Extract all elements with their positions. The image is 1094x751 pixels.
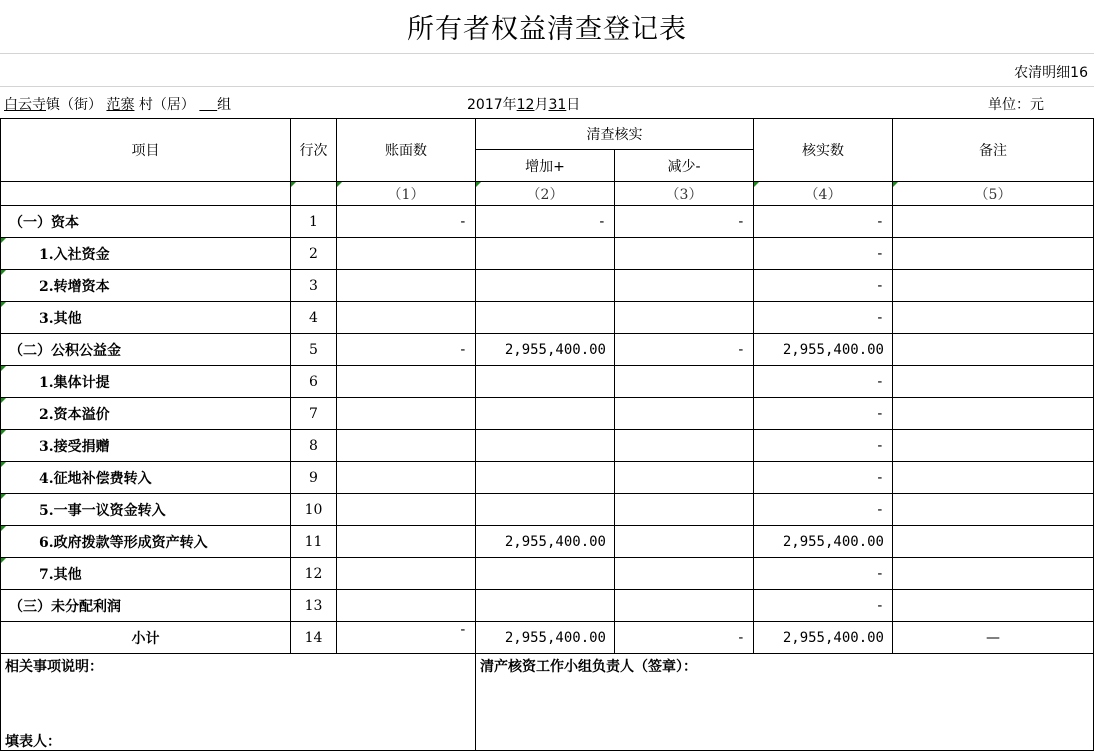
- row-book[interactable]: [337, 366, 476, 398]
- meta-row: [0, 87, 1094, 118]
- form-code: 农清明细16: [1014, 65, 1088, 81]
- subtotal-remark[interactable]: —: [893, 622, 1094, 654]
- subtotal-verified[interactable]: 2,955,400.00: [754, 622, 893, 654]
- table-row: [1, 494, 1094, 526]
- row-increase[interactable]: [476, 590, 615, 622]
- row-decrease[interactable]: [615, 430, 754, 462]
- row-line: 13: [291, 590, 337, 622]
- row-item-label: 3.接受捐赠: [1, 430, 291, 462]
- subtotal-label: 小计: [1, 622, 291, 654]
- table-row: [1, 590, 1094, 622]
- row-remark[interactable]: [893, 590, 1094, 622]
- town-suffix: 镇（街）: [46, 97, 102, 113]
- row-remark[interactable]: [893, 526, 1094, 558]
- group-suffix: 组: [217, 97, 232, 113]
- row-verified[interactable]: 2,955,400.00: [754, 334, 893, 366]
- row-line: 4: [291, 302, 337, 334]
- header-line: 行次: [291, 119, 337, 182]
- row-decrease[interactable]: [615, 526, 754, 558]
- row-book[interactable]: [337, 302, 476, 334]
- row-decrease[interactable]: [615, 462, 754, 494]
- row-book[interactable]: [337, 238, 476, 270]
- row-decrease[interactable]: [615, 302, 754, 334]
- filler-label: 填表人：: [5, 734, 61, 750]
- row-remark[interactable]: [893, 366, 1094, 398]
- date-month[interactable]: 12: [516, 97, 535, 113]
- row-increase[interactable]: [476, 558, 615, 590]
- row-item-label: 6.政府拨款等形成资产转入: [1, 526, 291, 558]
- notes-cell[interactable]: [1, 654, 476, 751]
- table-row: [1, 430, 1094, 462]
- row-book[interactable]: [337, 270, 476, 302]
- row-increase[interactable]: [476, 270, 615, 302]
- leader-label: 清产核资工作小组负责人（签章）：: [480, 659, 697, 675]
- row-line: 6: [291, 366, 337, 398]
- report-date: [467, 94, 580, 114]
- row-item-label: 1.集体计提: [1, 366, 291, 398]
- row-verified[interactable]: -: [754, 206, 893, 238]
- index-empty-item: [1, 182, 291, 206]
- row-verified[interactable]: 2,955,400.00: [754, 526, 893, 558]
- row-item-label: 2.资本溢价: [1, 398, 291, 430]
- row-decrease[interactable]: [615, 366, 754, 398]
- row-decrease[interactable]: [615, 558, 754, 590]
- table-row: [1, 334, 1094, 366]
- equity-table: [0, 118, 1094, 751]
- col-index-2: （2）: [476, 182, 615, 206]
- col-index-1: （1）: [337, 182, 476, 206]
- row-verified[interactable]: -: [754, 270, 893, 302]
- row-item-label: 4.征地补偿费转入: [1, 462, 291, 494]
- date-year-suffix: 年: [502, 97, 517, 113]
- row-increase[interactable]: [476, 302, 615, 334]
- row-item-label: （三）未分配利润: [1, 590, 291, 622]
- row-increase[interactable]: 2,955,400.00: [476, 334, 615, 366]
- header-verify: 清查核实: [476, 119, 754, 150]
- row-book[interactable]: [337, 526, 476, 558]
- table-row: [1, 270, 1094, 302]
- row-line: 5: [291, 334, 337, 366]
- date-year[interactable]: 2017: [467, 97, 503, 113]
- row-line: 9: [291, 462, 337, 494]
- subtotal-row: [1, 622, 1094, 654]
- row-decrease[interactable]: [615, 494, 754, 526]
- header-increase: 增加+: [476, 150, 615, 182]
- row-line: 7: [291, 398, 337, 430]
- subtotal-line: 14: [291, 622, 337, 654]
- row-item-label: 3.其他: [1, 302, 291, 334]
- row-item-label: 7.其他: [1, 558, 291, 590]
- unit-label: 单位：元: [988, 97, 1044, 113]
- row-book[interactable]: [337, 590, 476, 622]
- row-remark[interactable]: [893, 238, 1094, 270]
- form-code-row: [0, 54, 1094, 87]
- notes-label: 相关事项说明：: [5, 659, 103, 675]
- col-index-5: （5）: [893, 182, 1094, 206]
- row-book[interactable]: [337, 558, 476, 590]
- row-remark[interactable]: [893, 206, 1094, 238]
- row-increase[interactable]: -: [476, 206, 615, 238]
- row-remark[interactable]: [893, 558, 1094, 590]
- row-remark[interactable]: [893, 494, 1094, 526]
- row-remark[interactable]: [893, 334, 1094, 366]
- row-book[interactable]: [337, 398, 476, 430]
- date-day[interactable]: 31: [548, 97, 567, 113]
- subtotal-increase[interactable]: 2,955,400.00: [476, 622, 615, 654]
- row-verified[interactable]: -: [754, 494, 893, 526]
- row-item-label: 1.入社资金: [1, 238, 291, 270]
- row-item-label: （二）公积公益金: [1, 334, 291, 366]
- village-name[interactable]: 范寨: [106, 97, 135, 113]
- index-empty-line: [291, 182, 337, 206]
- table-row: [1, 302, 1094, 334]
- header-book: 账面数: [337, 119, 476, 182]
- row-increase[interactable]: [476, 430, 615, 462]
- row-remark[interactable]: [893, 302, 1094, 334]
- table-row: [1, 462, 1094, 494]
- row-increase[interactable]: [476, 398, 615, 430]
- location-info: [4, 94, 231, 114]
- row-line: 3: [291, 270, 337, 302]
- subtotal-decrease[interactable]: -: [615, 622, 754, 654]
- row-increase[interactable]: 2,955,400.00: [476, 526, 615, 558]
- header-verified: 核实数: [754, 119, 893, 182]
- row-item-label: 2.转增资本: [1, 270, 291, 302]
- row-book[interactable]: [337, 494, 476, 526]
- footer-row: [1, 654, 1094, 751]
- row-decrease[interactable]: -: [615, 206, 754, 238]
- row-item-label: （一）资本: [1, 206, 291, 238]
- table-row: [1, 558, 1094, 590]
- table-row: [1, 366, 1094, 398]
- row-book[interactable]: [337, 430, 476, 462]
- row-book[interactable]: [337, 462, 476, 494]
- row-decrease[interactable]: [615, 590, 754, 622]
- row-line: 11: [291, 526, 337, 558]
- row-line: 1: [291, 206, 337, 238]
- row-decrease[interactable]: [615, 398, 754, 430]
- row-increase[interactable]: [476, 462, 615, 494]
- row-book[interactable]: -: [337, 334, 476, 366]
- header-item: 项目: [1, 119, 291, 182]
- town-name[interactable]: 白云寺: [4, 97, 46, 113]
- leader-cell[interactable]: [476, 654, 1094, 751]
- header-decrease: 减少-: [615, 150, 754, 182]
- row-decrease[interactable]: -: [615, 334, 754, 366]
- row-increase[interactable]: [476, 366, 615, 398]
- row-line: 2: [291, 238, 337, 270]
- row-verified[interactable]: -: [754, 238, 893, 270]
- row-decrease[interactable]: [615, 270, 754, 302]
- header-remark: 备注: [893, 119, 1094, 182]
- row-verified[interactable]: -: [754, 558, 893, 590]
- row-increase[interactable]: [476, 238, 615, 270]
- row-book[interactable]: -: [337, 206, 476, 238]
- village-suffix: 村（居）: [138, 97, 195, 113]
- row-increase[interactable]: [476, 494, 615, 526]
- row-remark[interactable]: [893, 398, 1094, 430]
- table-row: [1, 398, 1094, 430]
- row-line: 8: [291, 430, 337, 462]
- col-index-3: （3）: [615, 182, 754, 206]
- row-verified[interactable]: -: [754, 462, 893, 494]
- subtotal-book[interactable]: -: [337, 622, 476, 654]
- row-remark[interactable]: [893, 270, 1094, 302]
- row-item-label: 5.一事一议资金转入: [1, 494, 291, 526]
- row-remark[interactable]: [893, 462, 1094, 494]
- table-row: [1, 206, 1094, 238]
- row-line: 10: [291, 494, 337, 526]
- row-verified[interactable]: -: [754, 590, 893, 622]
- table-row: [1, 526, 1094, 558]
- row-verified[interactable]: -: [754, 430, 893, 462]
- date-month-suffix: 月: [534, 97, 549, 113]
- row-verified[interactable]: -: [754, 302, 893, 334]
- row-verified[interactable]: -: [754, 366, 893, 398]
- col-index-4: （4）: [754, 182, 893, 206]
- group-name[interactable]: [199, 97, 217, 113]
- table-row: [1, 238, 1094, 270]
- row-verified[interactable]: -: [754, 398, 893, 430]
- row-line: 12: [291, 558, 337, 590]
- page-title: 所有者权益清查登记表: [0, 0, 1094, 54]
- row-decrease[interactable]: [615, 238, 754, 270]
- date-day-suffix: 日: [566, 97, 581, 113]
- row-remark[interactable]: [893, 430, 1094, 462]
